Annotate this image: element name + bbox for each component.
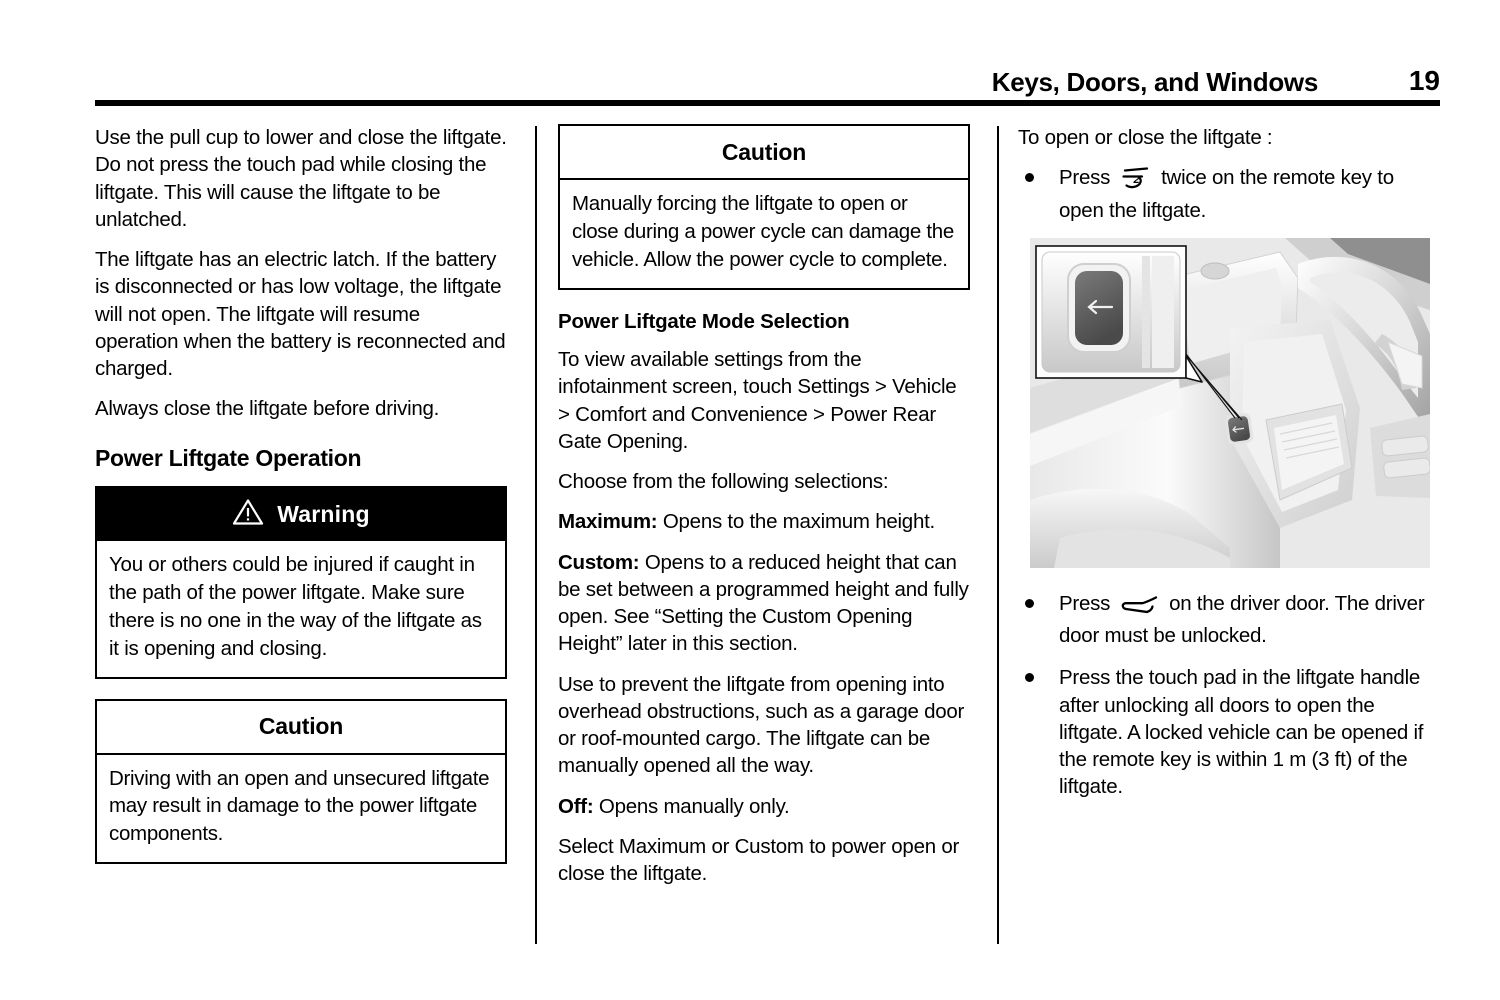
paragraph-pull-cup: Use the pull cup to lower and close the liftgate. Do not press the touch pad while closing the liftgate. This will cause the liftgate to be unlatched. — [95, 126, 507, 231]
bullet-press-text: twice on the remote key to open the liftgate. — [1059, 166, 1394, 222]
option-custom-text: Opens to a reduced height that can be set between a programmed height and fully open. See “Setting the Custom Opening Height” later in this section. — [558, 550, 969, 656]
paragraph-choose-selections: Choose from the following selections: — [558, 470, 889, 494]
warning-box — [95, 486, 507, 679]
list-item — [1018, 664, 1430, 800]
heading-power-liftgate-operation: Power Liftgate Operation — [95, 444, 362, 471]
column-one — [95, 124, 507, 884]
caution-text: Driving with an open and unsecured liftgate may result in damage to the power liftgate components. — [109, 766, 490, 846]
option-maximum-label: Maximum: — [558, 510, 658, 534]
caution-box-body — [97, 755, 505, 863]
option-custom-label: Custom: — [558, 550, 640, 574]
driver-door-liftgate-button-illustration — [1030, 238, 1430, 568]
column-divider-left — [535, 126, 537, 944]
warning-text: You or others could be injured if caught in the path of the power liftgate. Make sure there is no one in the way of the liftgate as it is opening and closing. — [109, 553, 482, 660]
warning-box-body — [97, 541, 505, 677]
caution-box-power-cycle — [558, 124, 970, 290]
page-header — [95, 55, 1440, 95]
paragraph-electric-latch: The liftgate has an electric latch. If the battery is disconnected or has low voltage, the liftgate will not open. The liftgate will resume operation when the battery is reconnected and charged. — [95, 248, 506, 380]
caution-box-header — [97, 701, 505, 755]
option-maximum-text: Opens to the maximum height. — [657, 510, 935, 534]
bullet-dot — [1025, 599, 1034, 608]
caution-box-body — [560, 180, 968, 288]
bullet-touch-pad-text: Press the touch pad in the liftgate handle after unlocking all doors to open the liftgate. A locked vehicle can be opened if the remote key is within 1 m (3 ft) of the liftgate. — [1059, 666, 1424, 799]
warning-box-header — [97, 488, 505, 541]
list-item — [1018, 164, 1430, 224]
bullet-dot — [1025, 173, 1034, 182]
bullet-list-top — [1018, 164, 1430, 224]
liftgate-button-closeup-inset — [1036, 246, 1202, 382]
caution-box-header — [560, 126, 968, 180]
list-item — [1018, 590, 1430, 650]
heading-power-liftgate-mode-selection: Power Liftgate Mode Selection — [558, 309, 850, 333]
caution-label: Caution — [721, 138, 807, 165]
warning-label: Warning — [277, 501, 370, 528]
caution-box-liftgate-damage — [95, 699, 507, 865]
bullet-press-text: on the driver door. The driver door must be unlocked. — [1059, 591, 1425, 647]
paragraph-open-or-close: To open or close the liftgate : — [1018, 126, 1273, 149]
option-custom — [558, 549, 970, 658]
paragraph-overhead-obstructions: Use to prevent the liftgate from opening into overhead obstructions, such as a garage door or roof-mounted cargo. The liftgate can be manually opened all the way. — [558, 672, 965, 778]
caution-text: Manually forcing the liftgate to open or close during a power cycle can damage the vehicle. Allow the power cycle to complete. — [572, 192, 954, 271]
vehicle-silhouette-icon — [1121, 595, 1159, 622]
bullet-list-bottom — [1018, 590, 1430, 801]
option-off — [558, 793, 970, 820]
option-off-label: Off: — [558, 794, 594, 818]
paragraph-select-max-or-custom: Select Maximum or Custom to power open or close the liftgate. — [558, 834, 960, 886]
bullet-dot — [1025, 673, 1034, 682]
page-number: 19 — [1408, 65, 1440, 96]
liftgate-open-twice-icon — [1121, 167, 1151, 196]
paragraph-infotainment-path: To view available settings from the infotainment screen, touch Settings > Vehicle > Comfort and Convenience > Power Rear Gate Opening. — [558, 348, 957, 453]
bullet-press-label: Press — [1059, 166, 1111, 190]
bullet-press-label: Press — [1059, 591, 1111, 615]
column-two — [558, 124, 970, 887]
warning-triangle-icon — [232, 498, 264, 531]
svg-text:2: 2 — [1133, 174, 1139, 187]
column-three — [1018, 124, 1430, 801]
page-title: Keys, Doors, and Windows — [991, 67, 1318, 97]
caution-label: Caution — [258, 713, 344, 740]
option-maximum — [558, 508, 970, 535]
header-rule — [95, 100, 1440, 106]
column-divider-right — [997, 126, 999, 944]
option-off-text: Opens manually only. — [593, 794, 790, 818]
paragraph-always-close: Always close the liftgate before driving. — [95, 397, 440, 421]
